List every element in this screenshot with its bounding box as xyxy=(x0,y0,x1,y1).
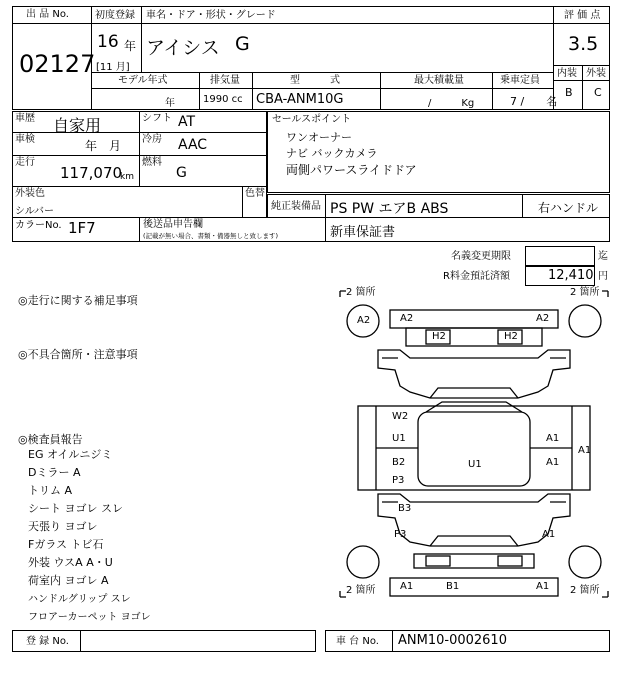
car-name: アイシス xyxy=(146,37,220,59)
interior-grade: B xyxy=(565,86,573,99)
headlight-left-code: H2 xyxy=(432,331,446,342)
rear-fender-left-code: B3 xyxy=(398,503,412,514)
load-value: / Kg xyxy=(428,98,475,109)
inspector-item-9: ハンドルグリップ スレ xyxy=(28,594,131,605)
inspector-title: ◎検査員報告 xyxy=(18,433,83,446)
sales-point-2: ナビ バックカメラ xyxy=(286,147,378,160)
exterior-grade: C xyxy=(594,86,602,99)
recycle-unit: 円 xyxy=(598,271,608,282)
reg-year-unit: 年 xyxy=(124,39,137,53)
type-label: 型 式 xyxy=(290,75,340,86)
lot-number: 02127 xyxy=(19,50,96,78)
inspector-item-4: シート ヨゴレ スレ xyxy=(28,502,123,515)
sales-label: セールスポイント xyxy=(272,114,352,125)
inspector-item-7: 外装 ウスA A・U xyxy=(28,556,113,569)
chassis-value: ANM10-0002610 xyxy=(398,633,507,648)
rear-right-corner-note: 2 箇所 xyxy=(570,585,600,596)
aircon-value: AAC xyxy=(178,137,208,153)
front-bumper-left-code: A2 xyxy=(400,313,414,324)
front-door-right-code: A1 xyxy=(546,433,560,444)
front-bumper-right-code: A2 xyxy=(536,313,550,324)
rear-left-corner-note: 2 箇所 xyxy=(346,585,376,596)
displacement-label: 排気量 xyxy=(210,75,240,86)
shift-value: AT xyxy=(178,114,196,130)
exterior-color-label: 外装色 xyxy=(15,188,45,199)
history-value: 自家用 xyxy=(53,116,102,135)
color-no-label: カラーNo. xyxy=(15,220,62,231)
load-label: 最大積載量 xyxy=(414,75,464,86)
windshield-code: W2 xyxy=(392,411,409,422)
capacity-label: 乗車定員 xyxy=(500,75,540,86)
interior-label: 内装 xyxy=(557,68,577,79)
fuel-value: G xyxy=(176,165,187,181)
roof-code: U1 xyxy=(468,459,482,470)
front-left-corner-note: 2 箇所 xyxy=(346,287,376,298)
history-label: 車歴 xyxy=(15,113,35,124)
name-change-field xyxy=(525,246,595,266)
rear-bumper-left-code: A1 xyxy=(400,581,414,592)
inspector-item-8: 荷室内 ヨゴレ A xyxy=(28,574,109,587)
inspector-item-6: Fガラス トビ石 xyxy=(28,538,104,551)
exterior-label: 外装 xyxy=(586,68,606,79)
name-change-unit: 迄 xyxy=(598,251,608,262)
reg-label: 初度登録 xyxy=(95,10,135,21)
sales-point-1: ワンオーナー xyxy=(286,131,352,144)
aircon-label: 冷房 xyxy=(142,134,162,145)
handle-value: 右ハンドル xyxy=(538,201,599,215)
exterior-color-value: シルバー xyxy=(15,206,55,217)
reg-month: [11 月] xyxy=(96,62,130,73)
headlight-right-code: H2 xyxy=(504,331,518,342)
rear-door-right-code: A1 xyxy=(546,457,560,468)
car-damage-diagram xyxy=(338,288,610,618)
rear-door-left-p3-code: P3 xyxy=(392,475,405,486)
color-no-value: 1F7 xyxy=(68,219,96,237)
front-right-corner-note: 2 箇所 xyxy=(570,287,600,298)
chassis-label: 車 台 No. xyxy=(336,636,379,647)
supplement-title: ◎走行に関する補足事項 xyxy=(18,294,138,307)
rear-fender-right-code: A1 xyxy=(542,529,556,540)
reg-no-label: 登 録 No. xyxy=(26,636,69,647)
shift-label: シフト xyxy=(142,113,172,124)
mileage-label: 走行 xyxy=(15,157,35,168)
reg-year: 16 xyxy=(97,32,119,52)
sales-point-3: 両側パワースライドドア xyxy=(286,163,417,177)
model-year-label: モデル年式 xyxy=(118,75,168,86)
recycle-value: 12,410 xyxy=(548,268,594,283)
fuel-label: 燃料 xyxy=(142,157,162,168)
equipment-label: 純正装備品 xyxy=(271,201,321,212)
docs-note: (記載が無い場合、書類・備器無しと致します) xyxy=(143,232,279,240)
docs-label: 後送品申告欄 xyxy=(143,219,203,230)
repaint-label: 色替 xyxy=(245,188,265,199)
inspector-item-1: EG オイルニジミ xyxy=(28,448,113,461)
rear-fender-left-p3-code: P3 xyxy=(394,529,407,540)
type-value: CBA-ANM10G xyxy=(256,92,344,107)
lot-label: 出 品 No. xyxy=(26,9,69,20)
car-grade: G xyxy=(235,33,250,55)
inspector-item-10: フロアーカーペット ヨゴレ xyxy=(28,612,151,623)
capacity-value: 7 / 名 xyxy=(510,95,558,108)
inspector-item-2: Dミラー A xyxy=(28,466,81,479)
name-change-label: 名義変更期限 xyxy=(451,251,511,262)
mileage-unit: km xyxy=(120,172,134,182)
front-door-left-code: U1 xyxy=(392,433,406,444)
defect-title: ◎不具合箇所・注意事項 xyxy=(18,348,138,361)
color-no-box xyxy=(12,217,610,242)
name-label: 車名・ドア・形状・グレード xyxy=(146,10,276,21)
rear-bumper-mid-code: B1 xyxy=(446,581,460,592)
inspector-item-3: トリム A xyxy=(28,484,73,497)
displacement-value: 1990 cc xyxy=(203,94,243,105)
model-year-unit: 年 xyxy=(165,98,175,109)
front-wheel-code: A2 xyxy=(357,315,371,326)
rear-bumper-right-code: A1 xyxy=(536,581,550,592)
rear-door-left-code: B2 xyxy=(392,457,406,468)
recycle-label: R料金預託済額 xyxy=(443,271,510,282)
inspector-item-5: 天張り ヨゴレ xyxy=(28,520,98,533)
shaken-value: 年 月 xyxy=(85,139,122,153)
warranty-value: 新車保証書 xyxy=(330,225,396,240)
shaken-label: 車検 xyxy=(15,134,35,145)
score-value: 3.5 xyxy=(568,33,599,55)
equipment-value: PS PW エアB ABS xyxy=(330,201,449,217)
mileage-value: 117,070 xyxy=(60,164,123,182)
right-side-code: A1 xyxy=(578,445,592,456)
score-label: 評 価 点 xyxy=(564,10,601,21)
